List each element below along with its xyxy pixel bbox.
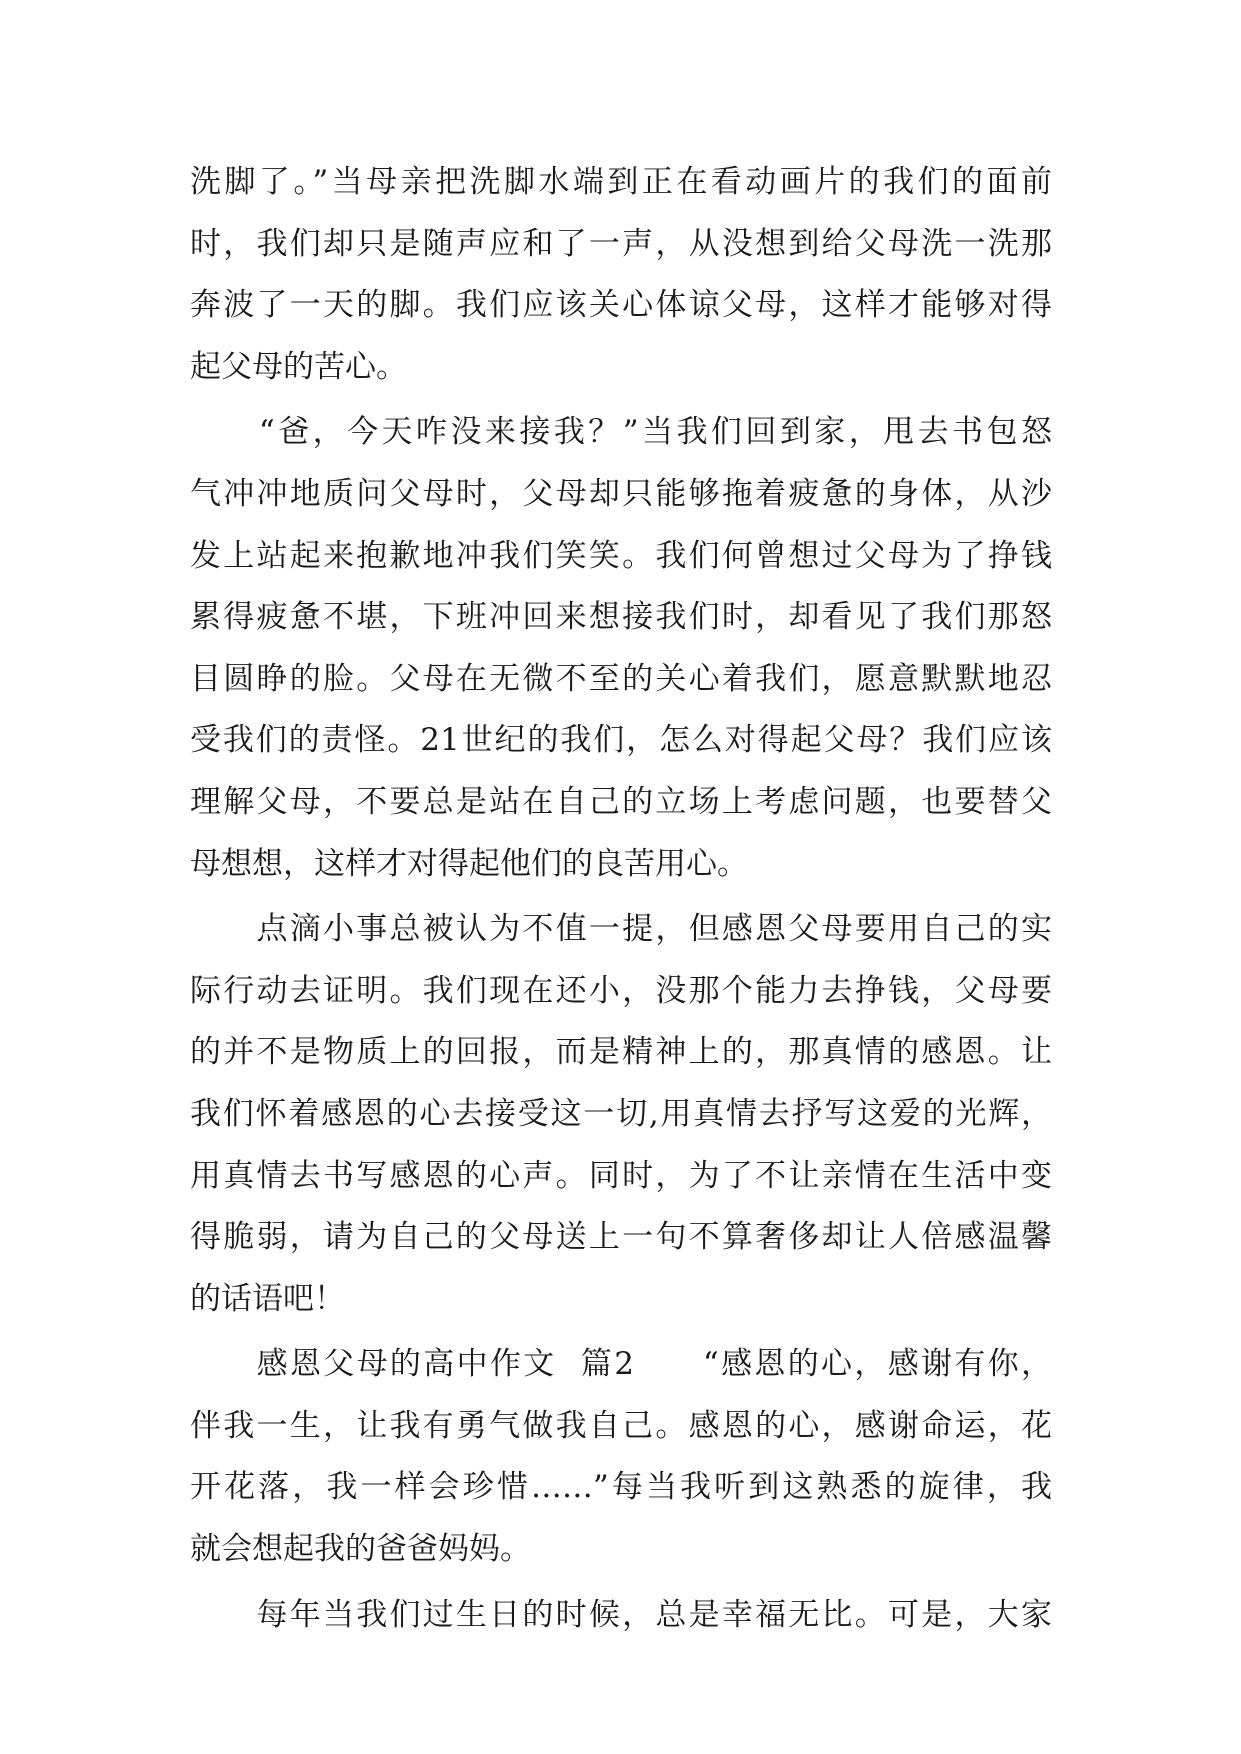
text-line: 际行动去证明。我们现在还小，没那个能力去挣钱，父母要 [190,972,1052,1009]
text-line: 累得疲惫不堪，下班冲回来想接我们时，却看见了我们那怒 [190,599,1052,636]
text-line: 气冲冲地质问父母时，父母却只能够拖着疲惫的身体，从沙 [190,475,1052,512]
text-line: 发上站起来抱歉地冲我们笑笑。我们何曾想过父母为了挣钱 [190,537,1052,574]
paragraph [190,1334,1052,1580]
text-line: 受我们的责怪。21世纪的我们，怎么对得起父母？我们应该 [190,722,1052,759]
essay-text [190,152,1052,1646]
text-line: 时，我们却只是随声应和了一声，从没想到给父母洗一洗那 [190,225,1052,262]
text-line: 母想想，这样才对得起他们的良苦用心。 [190,845,748,882]
text-line: 起父母的苦心。 [190,348,407,385]
text-line: 开花落，我一样会珍惜……”每当我听到这熟悉的旋律，我 [190,1469,1052,1506]
text-line: 点滴小事总被认为不值一提，但感恩父母要用自己的实 [190,911,1052,948]
text-line: 感恩父母的高中作文 篇2 “感恩的心，感谢有你， [190,1346,1052,1383]
text-line: 洗脚了。”当母亲把洗脚水端到正在看动画片的我们的面前 [190,164,1052,200]
paragraph [190,152,1052,398]
text-line: 我们怀着感恩的心去接受这一切,用真情去抒写这爱的光辉， [190,1095,1052,1132]
text-line: 用真情去书写感恩的心声。同时，为了不让亲情在生活中变 [190,1157,1052,1194]
text-line: 伴我一生，让我有勇气做我自己。感恩的心，感谢命运，花 [190,1407,1052,1444]
text-line: 的并不是物质上的回报，而是精神上的，那真情的感恩。让 [190,1034,1052,1071]
paragraph [190,402,1052,895]
text-line: 理解父母，不要总是站在自己的立场上考虑问题，也要替父 [190,783,1052,820]
text-line: 目圆睁的脸。父母在无微不至的关心着我们，愿意默默地忍 [190,660,1052,697]
text-line: 每年当我们过生日的时候，总是幸福无比。可是，大家 [190,1596,1052,1633]
text-line: “爸，今天咋没来接我？”当我们回到家，甩去书包怒 [190,414,1052,451]
text-line: 奔波了一天的脚。我们应该关心体谅父母，这样才能够对得 [190,287,1052,324]
text-line: 就会想起我的爸爸妈妈。 [190,1531,531,1568]
text-line: 得脆弱，请为自己的父母送上一句不算奢侈却让人倍感温馨 [190,1219,1052,1256]
text-line: 的话语吧！ [190,1280,345,1317]
paragraph [190,899,1052,1330]
paragraph [190,1585,1052,1647]
